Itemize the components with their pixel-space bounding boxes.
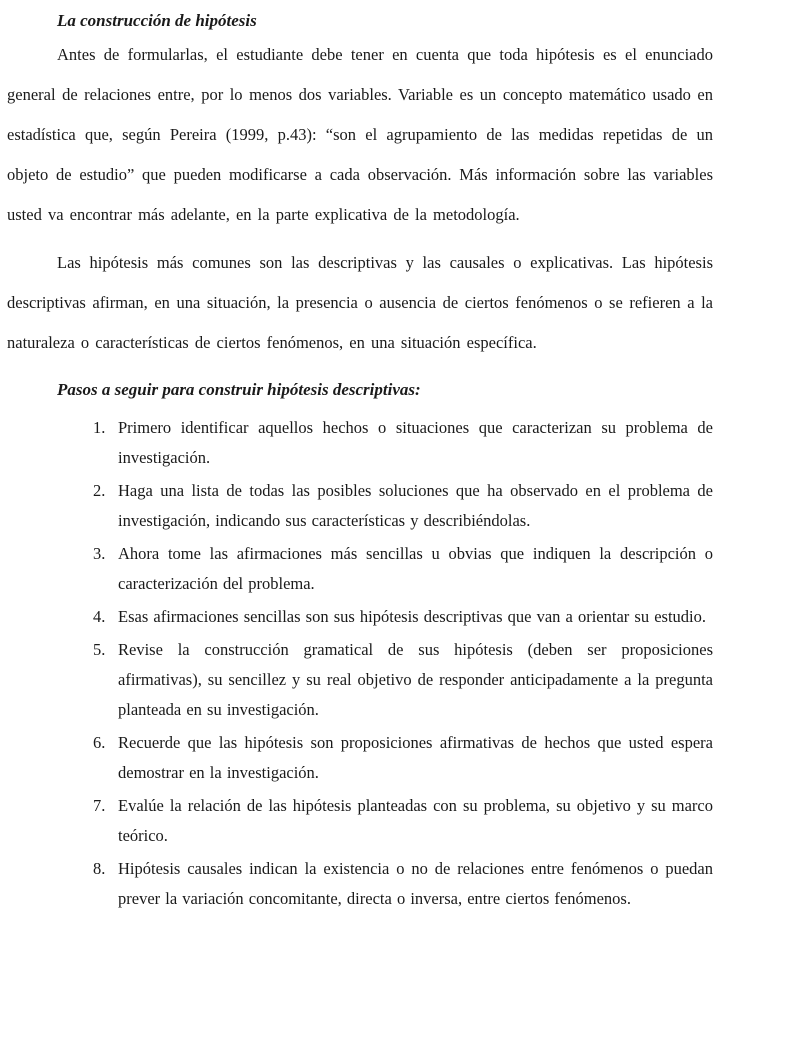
list-item-number: 2. <box>93 481 106 500</box>
list-item <box>93 728 713 788</box>
list-item-text: Ahora tome las afirmaciones más sencillas u obvias que indiquen la descripción o caracterización del problema. <box>118 544 713 593</box>
list-item-number: 4. <box>93 607 106 626</box>
paragraph-hypothesis-types: Las hipótesis más comunes son las descriptivas y las causales o explicativas. Las hipótesis descriptivas afirman, en una situación, la presencia o ausencia de ciertos fenómenos o se refieren a la naturaleza o características de ciertos fenómenos, en una situación específica. <box>7 253 713 352</box>
list-item-number: 1. <box>93 418 106 437</box>
list-item <box>93 602 713 632</box>
paragraph-intro: Antes de formularlas, el estudiante debe tener en cuenta que toda hipótesis es el enunciado general de relaciones entre, por lo menos dos variables. Variable es un concepto matemático usado en estadística que, según Pereira (1999, p.43): “son el agrupamiento de las medidas repetidas de un objeto de estudio” que pueden modificarse a cada observación. Más información sobre las variables usted va encontrar más adelante, en la parte explicativa de la metodología. <box>7 45 713 224</box>
list-item <box>93 854 713 914</box>
section-heading: La construcción de hipótesis <box>57 11 257 30</box>
list-item-number: 6. <box>93 733 106 752</box>
list-item-number: 3. <box>93 544 106 563</box>
list-item-number: 8. <box>93 859 106 878</box>
list-item <box>93 791 713 851</box>
list-item-text: Revise la construcción gramatical de sus hipótesis (deben ser proposiciones afirmativas), su sencillez y su real objetivo de responder anticipadamente a la pregunta planteada en su investigación. <box>118 640 713 719</box>
list-item-text: Haga una lista de todas las posibles soluciones que ha observado en el problema de investigación, indicando sus características y describiéndolas. <box>118 481 713 530</box>
list-item <box>93 476 713 536</box>
list-item-number: 5. <box>93 640 106 659</box>
list-item-text: Esas afirmaciones sencillas son sus hipótesis descriptivas que van a orientar su estudio. <box>118 607 706 626</box>
list-item <box>93 413 713 473</box>
list-item-text: Recuerde que las hipótesis son proposiciones afirmativas de hechos que usted espera demostrar en la investigación. <box>118 733 713 782</box>
list-item-text: Evalúe la relación de las hipótesis planteadas con su problema, su objetivo y su marco teórico. <box>118 796 713 845</box>
steps-heading: Pasos a seguir para construir hipótesis descriptivas: <box>57 380 421 399</box>
list-item-number: 7. <box>93 796 106 815</box>
list-item-text: Primero identificar aquellos hechos o situaciones que caracterizan su problema de investigación. <box>118 418 713 467</box>
list-item-text: Hipótesis causales indican la existencia o no de relaciones entre fenómenos o puedan prever la variación concomitante, directa o inversa, entre ciertos fenómenos. <box>118 859 713 908</box>
list-item <box>93 635 713 725</box>
list-item <box>93 539 713 599</box>
steps-list <box>93 413 713 914</box>
